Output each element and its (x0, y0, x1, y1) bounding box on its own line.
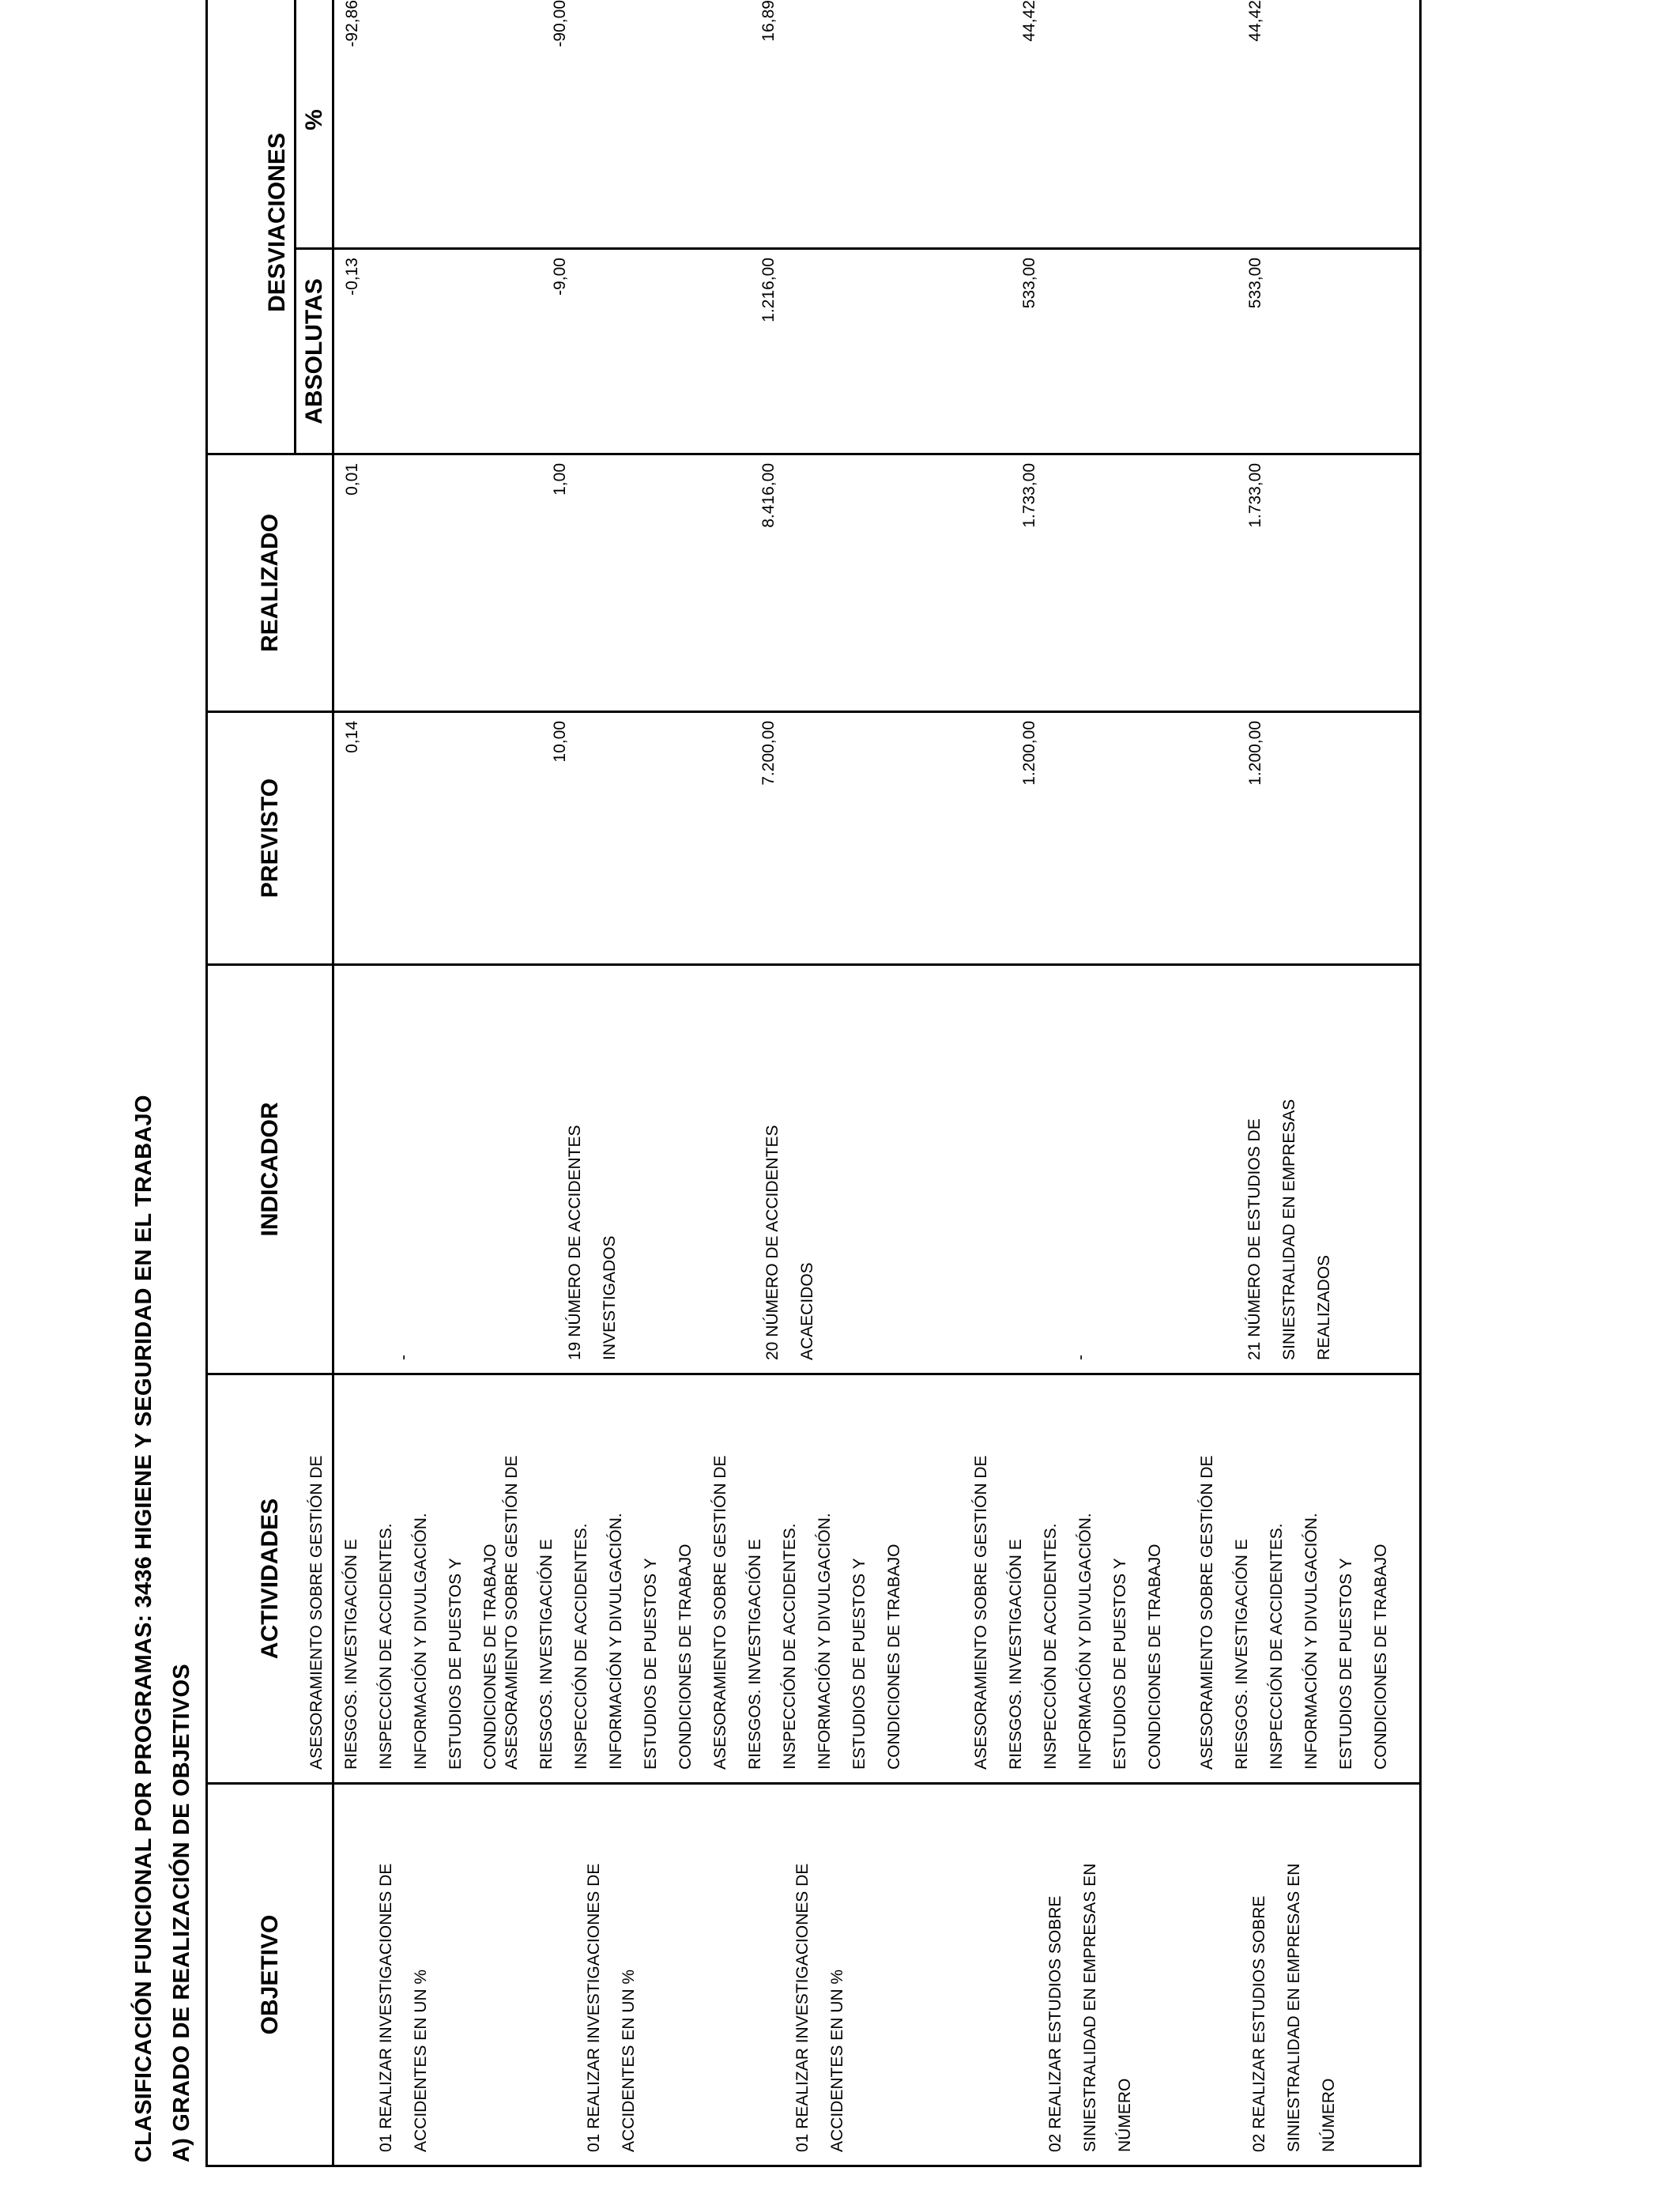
actividades-line: CONDICIONES DE TRABAJO (1371, 1544, 1390, 1770)
cell-porcentaje (542, 0, 751, 249)
objetivo-line: 02 REALIZAR ESTUDIOS SOBRE (1045, 1895, 1064, 2152)
cell-actividades (1197, 1374, 1421, 1784)
objetivo-line: NÚMERO (1319, 2078, 1338, 2152)
actividades-line: INSPECCIÓN DE ACCIDENTES. (780, 1523, 799, 1770)
objetivo-line: 02 REALIZAR ESTUDIOS SOBRE (1249, 1895, 1268, 2152)
indicador-line: INVESTIGADOS (600, 1235, 619, 1360)
actividades-line: INFORMACIÓN Y DIVULGACIÓN. (815, 1513, 834, 1770)
actividades-line: ESTUDIOS DE PUESTOS Y (1336, 1558, 1355, 1770)
objetivo-line: ACCIDENTES EN UN % (412, 1969, 430, 2152)
objetivo-line: 01 REALIZAR INVESTIGACIONES DE (377, 1863, 395, 2152)
actividades-line: ASESORAMIENTO SOBRE GESTIÓN DE (710, 1455, 729, 1770)
actividades-line: CONDICIONES DE TRABAJO (1145, 1544, 1164, 1770)
cell-absolutas (1011, 249, 1237, 454)
indicador-line: REALIZADOS (1314, 1254, 1333, 1360)
realizado-value: 8.416,00 (759, 463, 778, 528)
absolutas-value: -0,13 (343, 258, 361, 296)
cell-previsto (1237, 712, 1421, 965)
previsto-value: 1.200,00 (1245, 721, 1264, 786)
cell-indicador (1237, 965, 1421, 1374)
objetivo-line: NÚMERO (1115, 2078, 1134, 2152)
cell-porcentaje (751, 0, 1011, 249)
cell-realizado (333, 454, 542, 712)
cell-objetivo (1237, 1784, 1421, 2166)
actividades-line: RIESGOS. INVESTIGACIÓN E (537, 1539, 556, 1770)
cell-absolutas (1237, 249, 1421, 454)
actividades-line: ASESORAMIENTO SOBRE GESTIÓN DE (1197, 1455, 1216, 1770)
actividades-line: ESTUDIOS DE PUESTOS Y (641, 1558, 660, 1770)
cell-indicador (751, 965, 1011, 1374)
objetivo-line: 01 REALIZAR INVESTIGACIONES DE (584, 1863, 603, 2152)
actividades-line: ESTUDIOS DE PUESTOS Y (1110, 1558, 1129, 1770)
cell-indicador (542, 965, 751, 1374)
table-row (1011, 0, 1237, 2166)
report-title: CLASIFICACIÓN FUNCIONAL POR PROGRAMAS: 3436 HIGIENE Y SEGURIDAD EN EL TRABAJO (131, 1095, 156, 2162)
cell-absolutas (542, 249, 751, 454)
actividades-line: INFORMACIÓN Y DIVULGACIÓN. (412, 1513, 430, 1770)
actividades-line: ASESORAMIENTO SOBRE GESTIÓN DE (971, 1455, 990, 1770)
cell-previsto (542, 712, 751, 965)
actividades-line: INSPECCIÓN DE ACCIDENTES. (1267, 1523, 1286, 1770)
indicador-line: ACAECIDOS (797, 1262, 816, 1360)
porcentaje-value: 44,42 (1245, 0, 1264, 42)
table-row (1237, 0, 1421, 2166)
cell-porcentaje (1011, 0, 1237, 249)
objetivo-line: SINIESTRALIDAD EN EMPRESAS EN (1080, 1863, 1099, 2152)
objetivo-line: ACCIDENTES EN UN % (619, 1969, 638, 2152)
objetivo-line: 01 REALIZAR INVESTIGACIONES DE (793, 1863, 812, 2152)
cell-absolutas (751, 249, 1011, 454)
actividades-line: INSPECCIÓN DE ACCIDENTES. (571, 1523, 590, 1770)
actividades-line: INFORMACIÓN Y DIVULGACIÓN. (1301, 1513, 1320, 1770)
actividades-line: ESTUDIOS DE PUESTOS Y (446, 1558, 465, 1770)
absolutas-value: -9,00 (550, 258, 569, 296)
header-objetivo: OBJETIVO (207, 1784, 333, 2166)
actividades-line: RIESGOS. INVESTIGACIÓN E (342, 1539, 360, 1770)
actividades-line: ASESORAMIENTO SOBRE GESTIÓN DE (307, 1455, 326, 1770)
cell-porcentaje (333, 0, 542, 249)
actividades-line: INFORMACIÓN Y DIVULGACIÓN. (606, 1513, 625, 1770)
table-row (751, 0, 1011, 2166)
header-absolutas: ABSOLUTAS (296, 249, 333, 454)
cell-objetivo (1011, 1784, 1237, 2166)
actividades-line: RIESGOS. INVESTIGACIÓN E (1232, 1539, 1251, 1770)
cell-objetivo (751, 1784, 1011, 2166)
actividades-line: RIESGOS. INVESTIGACIÓN E (1006, 1539, 1025, 1770)
porcentaje-value: 16,89 (759, 0, 778, 42)
cell-realizado (1011, 454, 1237, 712)
indicador-line: SINIESTRALIDAD EN EMPRESAS (1279, 1099, 1298, 1360)
actividades-line: CONDICIONES DE TRABAJO (884, 1544, 903, 1770)
actividades-line: CONDICIONES DE TRABAJO (481, 1544, 499, 1770)
indicador-line: 20 NÚMERO DE ACCIDENTES (763, 1125, 782, 1360)
cell-realizado (751, 454, 1011, 712)
porcentaje-value: -92,86 (343, 0, 361, 47)
actividades-line: ESTUDIOS DE PUESTOS Y (849, 1558, 868, 1770)
actividades-line: ASESORAMIENTO SOBRE GESTIÓN DE (502, 1455, 521, 1770)
indicador-line: - (394, 1355, 412, 1360)
actividades-line: INSPECCIÓN DE ACCIDENTES. (1041, 1523, 1060, 1770)
previsto-value: 10,00 (550, 721, 569, 763)
porcentaje-value: 44,42 (1019, 0, 1038, 42)
actividades-line: RIESGOS. INVESTIGACIÓN E (745, 1539, 764, 1770)
report-subtitle: A) GRADO DE REALIZACIÓN DE OBJETIVOS (169, 1664, 194, 2162)
cell-realizado (542, 454, 751, 712)
cell-absolutas (333, 249, 542, 454)
table-row (542, 0, 751, 2166)
objetivo-line: SINIESTRALIDAD EN EMPRESAS EN (1284, 1863, 1303, 2152)
previsto-value: 0,14 (343, 721, 361, 753)
cell-objetivo (542, 1784, 751, 2166)
cell-porcentaje (1237, 0, 1421, 249)
indicador-line: - (1071, 1355, 1090, 1360)
cell-previsto (751, 712, 1011, 965)
absolutas-value: 533,00 (1245, 258, 1264, 309)
cell-indicador (333, 965, 542, 1374)
realizado-value: 1.733,00 (1245, 463, 1264, 528)
indicador-line: 19 NÚMERO DE ACCIDENTES (565, 1125, 584, 1360)
table-row (333, 0, 542, 2166)
realizado-value: 0,01 (343, 463, 361, 496)
header-porcentaje: % (296, 0, 333, 249)
header-previsto: PREVISTO (207, 712, 333, 965)
absolutas-value: 1.216,00 (759, 258, 778, 322)
indicador-line: 21 NÚMERO DE ESTUDIOS DE (1245, 1118, 1264, 1360)
cell-realizado (1237, 454, 1421, 712)
realizado-value: 1,00 (550, 463, 569, 496)
cell-previsto (333, 712, 542, 965)
objetivo-line: ACCIDENTES EN UN % (827, 1969, 846, 2152)
actividades-line: CONDICIONES DE TRABAJO (676, 1544, 695, 1770)
header-actividades: ACTIVIDADES (207, 1374, 333, 1784)
cell-previsto (1011, 712, 1237, 965)
header-desviaciones: DESVIACIONES (207, 0, 296, 454)
header-indicador: INDICADOR (207, 965, 333, 1374)
previsto-value: 7.200,00 (759, 721, 778, 786)
realizado-value: 1.733,00 (1019, 463, 1038, 528)
cell-objetivo (333, 1784, 542, 2166)
cell-indicador (1011, 965, 1237, 1374)
objectives-table (205, 0, 1422, 2167)
actividades-line: INFORMACIÓN Y DIVULGACIÓN. (1075, 1513, 1094, 1770)
absolutas-value: 533,00 (1019, 258, 1038, 309)
porcentaje-value: -90,00 (550, 0, 569, 47)
previsto-value: 1.200,00 (1019, 721, 1038, 786)
header-realizado: REALIZADO (207, 454, 333, 712)
actividades-line: INSPECCIÓN DE ACCIDENTES. (377, 1523, 395, 1770)
